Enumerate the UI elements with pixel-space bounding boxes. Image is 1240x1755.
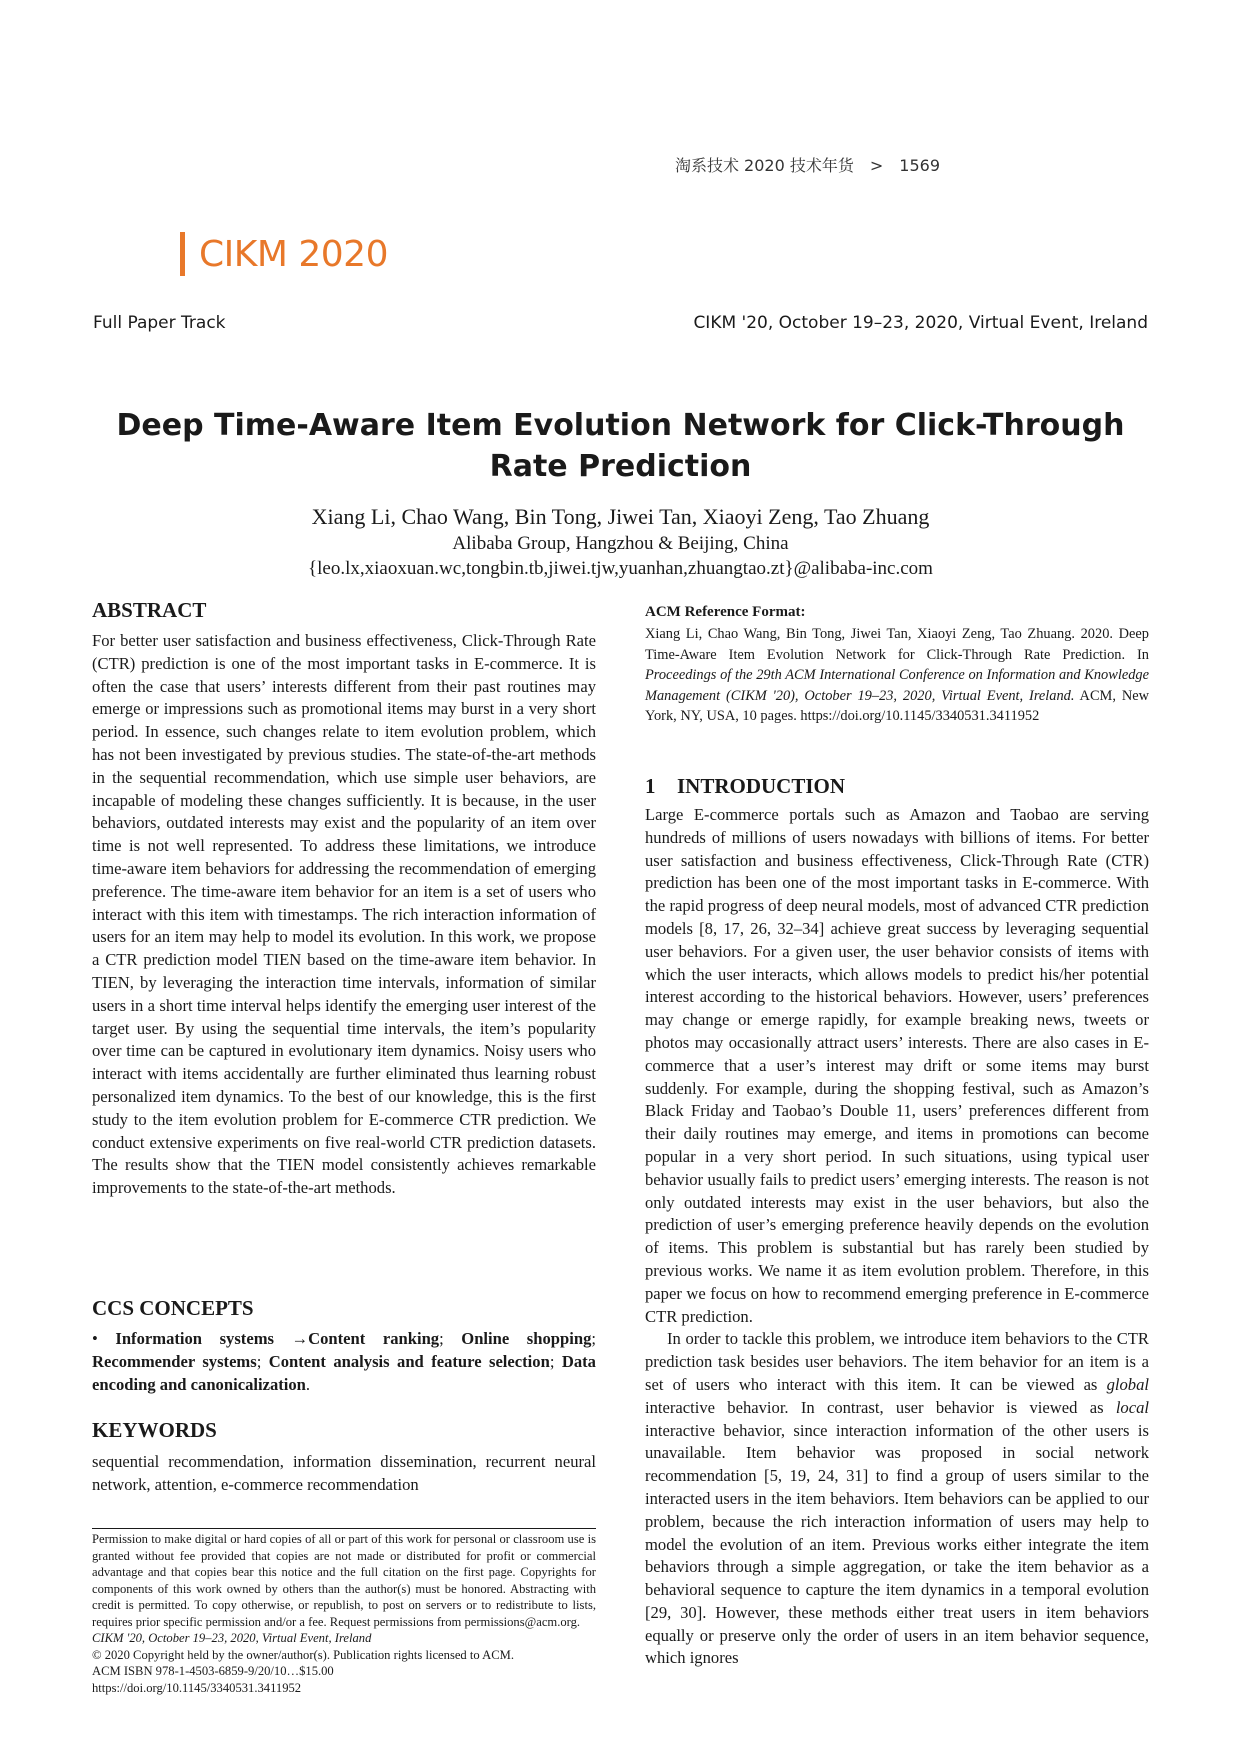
ccs-concept: Information systems — [115, 1329, 274, 1348]
ccs-arrow: → — [291, 1329, 309, 1348]
ccs-bullet: • — [92, 1329, 98, 1348]
keywords-heading: KEYWORDS — [92, 1418, 217, 1442]
logo-bar — [180, 232, 185, 276]
ccs-concept: Data encoding and canonicalization — [92, 1351, 596, 1394]
intro-emphasis-local: local — [1115, 1397, 1149, 1417]
keywords-list — [92, 1451, 596, 1497]
ccs-separator: ; — [549, 1351, 555, 1371]
ccs-separator: ; — [591, 1329, 596, 1348]
section-number: 1 — [645, 774, 656, 798]
footnote-venue — [92, 1630, 596, 1647]
author-list: Xiang Li, Chao Wang, Bin Tong, Jiwei Tan, Xiaoyi Zeng, Tao Zhuang — [311, 504, 930, 529]
ccs-concept: Online shopping — [461, 1329, 592, 1348]
logo-text: CIKM 2020 — [199, 233, 388, 275]
acm-ref-part: Xiang Li, Chao Wang, Bin Tong, Jiwei Tan, Xiaoyi Zeng, Tao Zhuang. 2020. Deep Time-Aware Item Evolution Network for Click-Through Rate Prediction. In — [645, 626, 1149, 663]
intro-text-run: In order to tackle this problem, we introduce item behaviors to the CTR prediction task besides user behaviors. The item behavior for an item is a set of users who interact with this item. It can be viewed as — [645, 1329, 1149, 1394]
isbn-line: ACM ISBN 978-1-4503-6859-9/20/10…$15.00 — [92, 1664, 334, 1678]
introduction-body — [645, 804, 1149, 1670]
acm-ref-part: ACM, New York, NY, USA, 10 pages. https://doi.org/10.1145/3340531.3411952 — [645, 687, 1149, 724]
publication-name: 淘系技术 2020 技术年货 — [674, 156, 854, 175]
intro-text-run: interactive behavior, since interaction information of the other users is unavailable. Item behavior was proposed in social network recommendation [5, 19, 24, 31] to find a group of users similar to the interacted users in the item behaviors. Item behaviors can be applied to our problem, because the rich interaction information of users may help to model the evolution of an item. Previous works either integrate the item behaviors through a simple aggregation, or take the item behavior as a behavioral sequence to capture the item dynamics in a temporal evolution [29, 30]. However, these methods either treat users in item behaviors equally or preserve only the order of users in an item behavior sequence, which ignores — [645, 1420, 1149, 1668]
keywords-text: sequential recommendation, information dissemination, recurrent neural network, attention, e-commerce recommendation — [92, 1452, 596, 1494]
abstract-paragraph: For better user satisfaction and business effectiveness, Click-Through Rate (CTR) prediction is one of the most important tasks in E-commerce. It is often the case that users’ interests different from their past routines may emerge or impressions such as promotional items may burst in a very short period. In essence, such changes relate to item evolution problem, which has not been investigated by previous studies. The state-of-the-art methods in the sequential recommendation, which use simple user behaviors, are incapable of modeling these changes sufficiently. It is because, in the user behaviors, outdated interests may exist and the popularity of an item over time is not well represented. To address these limitations, we introduce time-aware item behaviors for addressing the recommendation of emerging preference. The time-aware item behavior for an item is a set of users who interact with this item with timestamps. The rich interaction information of users for an item may help to model its evolution. In this work, we propose a CTR prediction model TIEN based on the time-aware item behavior. In TIEN, by leveraging the interaction time intervals, information of similar users in a short time interval helps identify the emerging user interest of the target user. By using the sequential time intervals, the item’s popularity over time can be captured in evolutionary item dynamics. Noisy users who interact with items accidentally are further eliminated thus learning robust personalized item dynamics. To the best of our knowledge, this is the first study to the item evolution problem for E-commerce CTR prediction. We conduct extensive experiments on five real-world CTR prediction datasets. The results show that the TIEN model consistently achieves remarkable improvements to the state-of-the-art methods. — [92, 631, 596, 1198]
ccs-concept: Content analysis and feature selection — [268, 1351, 550, 1371]
abstract-heading: ABSTRACT — [92, 598, 207, 622]
header-separator: > — [869, 156, 884, 175]
acm-reference-text — [645, 624, 1149, 727]
permission-text: Permission to make digital or hard copies of all or part of this work for personal or classroom use is granted without fee provided that copies are not made or distributed for profit or commercial advantage and that copies bear this notice and the full citation on the first page. Copyrights for components of this work owned by others than the author(s) must be honored. Abstracting with credit is permitted. To copy otherwise, or republish, to post on servers or to redistribute to lists, requires prior specific permission and/or a fee. Request permissions from permissions@acm.org. — [92, 1532, 596, 1629]
page-header — [675, 153, 940, 176]
ccs-separator: ; — [439, 1329, 444, 1348]
ccs-separator: ; — [256, 1351, 262, 1371]
acm-reference-heading: ACM Reference Format: — [645, 604, 806, 620]
footnote-rule — [92, 1528, 596, 1529]
copyright-line: © 2020 Copyright held by the owner/author(s). Publication rights licensed to ACM. — [92, 1647, 514, 1662]
ccs-concepts — [92, 1328, 596, 1396]
permission-footnote — [92, 1531, 596, 1696]
intro-text-run: interactive behavior. In contrast, user behavior is viewed as — [645, 1397, 1116, 1417]
doi-link[interactable]: https://doi.org/10.1145/3340531.3411952 — [92, 1680, 302, 1695]
ccs-concept: Recommender systems — [92, 1351, 257, 1371]
acm-ref-proceedings: Proceedings of the 29th ACM International Conference on Information and Knowledge Management (CIKM '20), October 19–23, 2020, Virtual Event, Ireland. — [645, 667, 1149, 704]
ccs-concept: Content ranking — [308, 1329, 440, 1348]
introduction-heading — [645, 774, 1149, 799]
venue-italic: CIKM '20, October 19–23, 2020, Virtual Event, Ireland — [92, 1631, 372, 1645]
intro-paragraph-2 — [645, 1328, 1149, 1670]
affiliation: Alibaba Group, Hangzhou & Beijing, China — [452, 533, 789, 554]
acm-reference-body — [645, 624, 1149, 727]
page-number: 1569 — [899, 156, 940, 175]
section-title: INTRODUCTION — [677, 774, 846, 798]
abstract-body — [92, 630, 596, 1200]
ccs-end: . — [305, 1374, 311, 1394]
running-head-right: CIKM '20, October 19–23, 2020, Virtual Event, Ireland — [693, 313, 1148, 333]
running-head-left: Full Paper Track — [93, 313, 226, 333]
intro-paragraph-1: Large E-commerce portals such as Amazon and Taobao are serving hundreds of millions of users nowadays with billions of items. For better user satisfaction and business effectiveness, Click-Through Rate (CTR) prediction has been one of the most important tasks in E-commerce. With the rapid progress of deep neural models, most of advanced CTR prediction models [8, 17, 26, 32–34] achieve great success by leveraging sequential user behaviors. For a given user, the user behavior consists of items with which the user interacts, which allows models to predict his/her potential interest according to the historical behaviors. However, users’ preferences may change or emerge rapidly, for example breaking news, tweets or photos may occasionally attract users’ interests. There are also cases in E-commerce that a user’s interest may drift or some items may burst suddenly. For example, during the shopping festival, such as Amazon’s Black Friday and Taobao’s Double 11, users’ preferences different from their daily routines may emerge, and items in promotions can become popular in a very short period. In such situations, using typical user behavior usually fails to predict users’ emerging interests. The reason is not only outdated interests may exist in the user behaviors, but also the prediction of user’s emerging preference heavily depends on the evolution of items. This problem is substantial but has rarely been studied by previous works. We name it as item evolution problem. Therefore, in this paper we focus on how to recommend emerging preference in E-commerce CTR prediction. — [645, 805, 1149, 1326]
paper-title: Deep Time-Aware Item Evolution Network for Click-Through Rate Prediction — [116, 408, 1125, 484]
conference-logo — [180, 232, 388, 276]
ccs-heading: CCS CONCEPTS — [92, 1296, 254, 1320]
author-emails: {leo.lx,xiaoxuan.wc,tongbin.tb,jiwei.tjw,yuanhan,zhuangtao.zt}@alibaba-inc.com — [308, 558, 933, 579]
intro-emphasis-global: global — [1106, 1374, 1149, 1394]
